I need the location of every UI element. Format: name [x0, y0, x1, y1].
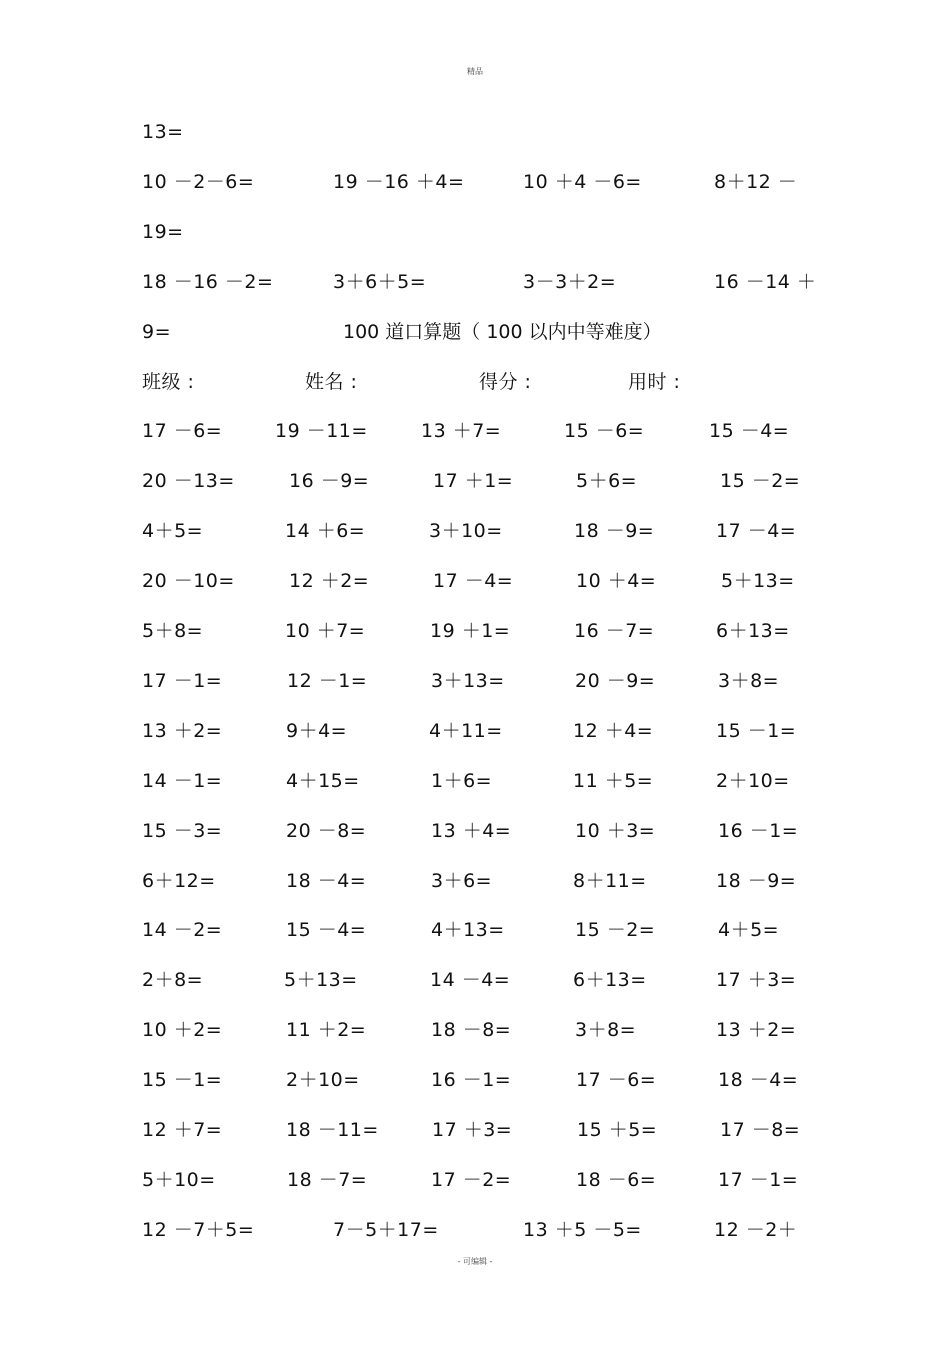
problem: 15 －4=: [286, 919, 367, 942]
worksheet-title: 100 道口算题（ 100 以内中等难度）: [343, 320, 662, 343]
problem: 15 －3=: [142, 819, 223, 842]
problem: 3＋13=: [431, 669, 505, 692]
problem-line: [0, 1215, 950, 1245]
problem: 18 －16 －2=: [142, 270, 274, 293]
problem-line: [0, 167, 950, 197]
problem: 14 －4=: [430, 969, 511, 992]
problem: 16 －1=: [718, 819, 799, 842]
problem: 17 ＋3=: [432, 1119, 513, 1141]
problem-row: [0, 866, 950, 896]
problem: 8＋11=: [573, 869, 647, 892]
problem: 3＋6=: [431, 869, 493, 892]
problem: 3＋10=: [429, 520, 503, 543]
problem-row: [0, 516, 950, 546]
problem: 10 ＋7=: [285, 620, 366, 642]
problem: 17 －6=: [576, 1069, 657, 1092]
problem: 10 ＋2=: [142, 1019, 223, 1042]
title-line: [0, 317, 950, 347]
problem: 3＋8=: [575, 1019, 637, 1042]
problem: 15 ＋5=: [577, 1119, 658, 1141]
problem: 3＋6＋5=: [333, 270, 427, 293]
problem: 17 －8=: [720, 1119, 801, 1141]
problem-row: [0, 566, 950, 596]
problem: 1＋6=: [431, 769, 493, 792]
problem-row: [0, 666, 950, 696]
problem: 5＋13=: [721, 570, 795, 593]
problem-row: [0, 1115, 950, 1145]
problem: 11 ＋2=: [286, 1019, 367, 1042]
problem: 17 －4=: [433, 570, 514, 593]
problem: 15 －2=: [720, 470, 801, 493]
problem: 18 －8=: [431, 1019, 512, 1042]
problem-row: [0, 816, 950, 846]
score-label: 得分 :: [479, 370, 532, 393]
problem: 2＋8=: [142, 969, 204, 992]
problem: 3－3＋2=: [523, 270, 617, 293]
problem: 9=: [142, 320, 172, 343]
problem: 17 ＋3=: [716, 969, 797, 992]
problem: 16 －14 ＋: [714, 270, 817, 293]
problem: 16 －9=: [289, 470, 370, 493]
problem: 18 －11=: [286, 1119, 379, 1141]
problem: 6＋13=: [716, 620, 790, 642]
problem: 2＋10=: [286, 1069, 360, 1092]
problem: 10 ＋3=: [575, 819, 656, 842]
problem-row: [0, 965, 950, 995]
problem: 12 －2＋: [714, 1218, 798, 1241]
problem: 20 －9=: [575, 669, 656, 692]
problem: 5＋6=: [576, 470, 638, 493]
problem: 10 ＋4=: [576, 570, 657, 593]
problem: 15 －6=: [564, 420, 645, 443]
problem: 4＋5=: [142, 520, 204, 543]
problem: 18 －4=: [718, 1069, 799, 1092]
problem-row: [0, 915, 950, 945]
problem: 18 －7=: [287, 1168, 368, 1191]
problem: 19 －16 ＋4=: [333, 170, 465, 193]
problem: 2＋10=: [716, 769, 790, 792]
problem-row: [0, 416, 950, 446]
problem: 4＋5=: [718, 919, 780, 942]
problem: 14 ＋6=: [285, 520, 366, 543]
problem: 4＋13=: [431, 919, 505, 942]
problem: 10 ＋4 －6=: [523, 170, 642, 193]
problem: 12 ＋7=: [142, 1119, 223, 1141]
problem-row: [0, 766, 950, 796]
problem-row: [0, 1165, 950, 1195]
problem: 17 －4=: [716, 520, 797, 543]
problem: 6＋13=: [573, 969, 647, 992]
problem: 13 ＋7=: [421, 420, 502, 443]
problem: 19=: [142, 220, 184, 243]
problem: 18 －9=: [574, 520, 655, 543]
problem: 16 －7=: [574, 620, 655, 642]
problem: 12 ＋2=: [289, 570, 370, 593]
problem: 7－5＋17=: [333, 1218, 439, 1241]
problem: 10 －2－6=: [142, 170, 255, 193]
page-header: 精品: [467, 67, 483, 76]
problem: 12 －1=: [287, 669, 368, 692]
class-label: 班级 :: [142, 370, 195, 393]
problem: 9＋4=: [286, 719, 348, 742]
problem-line: [0, 117, 950, 147]
problem: 17 －1=: [142, 669, 223, 692]
problem: 13=: [142, 121, 184, 143]
problem-row: [0, 1015, 950, 1045]
problem: 5＋13=: [284, 969, 358, 992]
problem: 15 －1=: [716, 719, 797, 742]
problem: 15 －4=: [709, 420, 790, 443]
problem: 18 －4=: [286, 869, 367, 892]
problem: 12 ＋4=: [573, 719, 654, 742]
name-label: 姓名 :: [305, 370, 358, 393]
problem: 20 －10=: [142, 570, 235, 593]
problem: 3＋8=: [718, 669, 780, 692]
problem: 4＋11=: [429, 719, 503, 742]
problem: 19 ＋1=: [430, 620, 511, 642]
problem: 14 －2=: [142, 919, 223, 942]
problem: 17 ＋1=: [433, 470, 514, 493]
problem: 20 －8=: [286, 819, 367, 842]
time-label: 用时 :: [628, 370, 681, 393]
problem: 6＋12=: [142, 869, 216, 892]
problem: 17 －1=: [718, 1168, 799, 1191]
problem: 19 －11=: [275, 420, 368, 443]
problem: 15 －2=: [575, 919, 656, 942]
problem: 13 ＋2=: [142, 719, 223, 742]
info-row: [0, 367, 950, 397]
problem: 4＋15=: [286, 769, 360, 792]
problem-row: [0, 1065, 950, 1095]
problem: 18 －6=: [576, 1168, 657, 1191]
problem: 12 －7＋5=: [142, 1218, 255, 1241]
problem-line: [0, 217, 950, 247]
problem: 17 －2=: [431, 1168, 512, 1191]
problem-row: [0, 466, 950, 496]
problem: 18 －9=: [716, 869, 797, 892]
problem-line: [0, 267, 950, 297]
problem: 13 ＋4=: [431, 819, 512, 842]
problem: 11 ＋5=: [573, 769, 654, 792]
problem-row: [0, 716, 950, 746]
problem: 8＋12 －: [714, 170, 798, 193]
problem: 17 －6=: [142, 420, 223, 443]
problem: 5＋10=: [142, 1168, 216, 1191]
problem: 13 ＋5 －5=: [523, 1218, 642, 1241]
problem: 14 －1=: [142, 769, 223, 792]
problem: 20 －13=: [142, 470, 235, 493]
page-footer: - 可编辑 -: [457, 1257, 493, 1266]
problem: 5＋8=: [142, 620, 204, 642]
problem-row: [0, 616, 950, 646]
problem: 16 －1=: [431, 1069, 512, 1092]
problem: 15 －1=: [142, 1069, 223, 1092]
problem: 13 ＋2=: [716, 1019, 797, 1042]
